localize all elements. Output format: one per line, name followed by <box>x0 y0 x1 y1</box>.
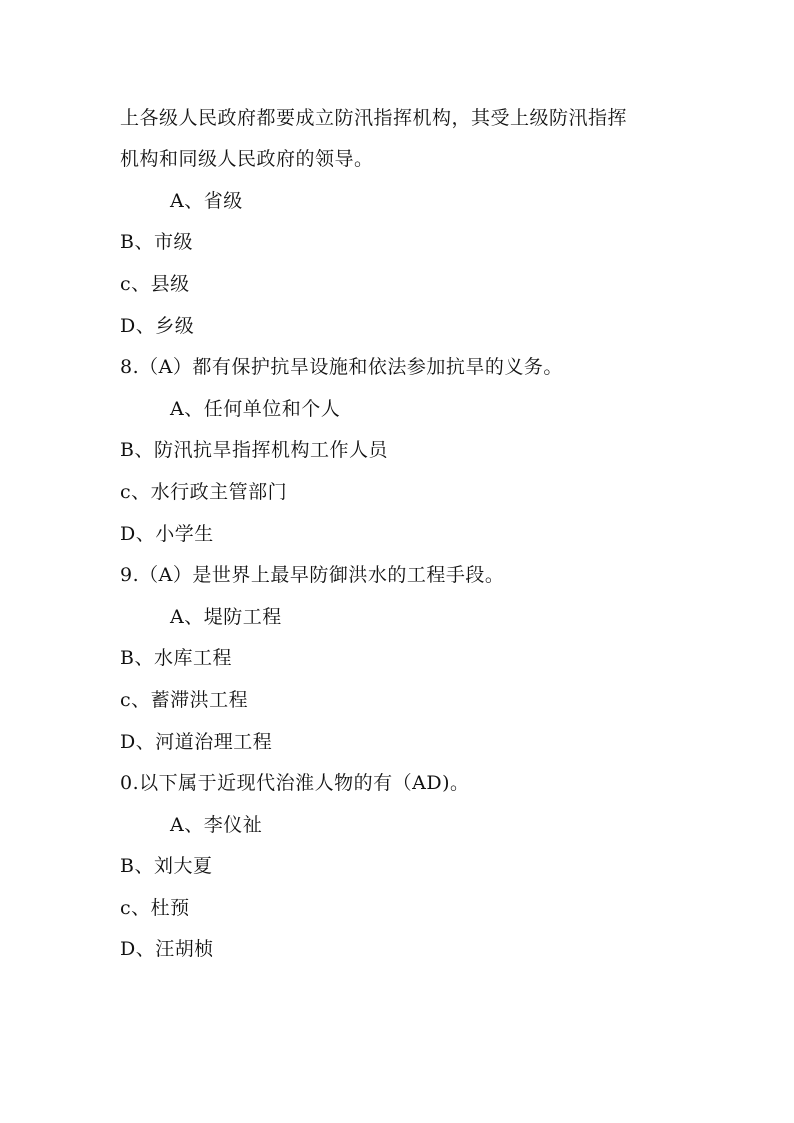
q10-option-a: A、李仪祉 <box>170 814 263 836</box>
q8-option-b: B、防汛抗旱指挥机构工作人员 <box>120 439 388 461</box>
q9-option-a: A、堤防工程 <box>170 606 282 628</box>
q7-option-b: B、市级 <box>120 231 193 253</box>
q10-option-b: B、刘大夏 <box>120 855 213 877</box>
q7-option-c: c、县级 <box>120 273 190 295</box>
q7-option-d: D、乡级 <box>120 315 195 337</box>
q7-option-a: A、省级 <box>170 190 243 212</box>
q8-question: 8.（A）都有保护抗旱设施和依法参加抗旱的义务。 <box>120 356 563 378</box>
q10-option-d: D、汪胡桢 <box>120 938 214 960</box>
q9-option-d: D、河道治理工程 <box>120 731 273 753</box>
intro-line-1: 上各级人民政府都要成立防汛指挥机构，其受上级防汛指挥 <box>120 107 628 129</box>
q8-option-c: c、水行政主管部门 <box>120 481 288 503</box>
q8-option-a: A、任何单位和个人 <box>170 398 341 420</box>
q9-option-c: c、蓄滞洪工程 <box>120 689 249 711</box>
q9-option-b: B、水库工程 <box>120 647 232 669</box>
q9-question: 9.（A）是世界上最早防御洪水的工程手段。 <box>120 564 505 586</box>
q10-question: 0.以下属于近现代治淮人物的有（AD)。 <box>120 772 470 794</box>
q10-option-c: c、杜预 <box>120 897 190 919</box>
q8-option-d: D、小学生 <box>120 523 214 545</box>
intro-line-2: 机构和同级人民政府的领导。 <box>120 148 374 170</box>
